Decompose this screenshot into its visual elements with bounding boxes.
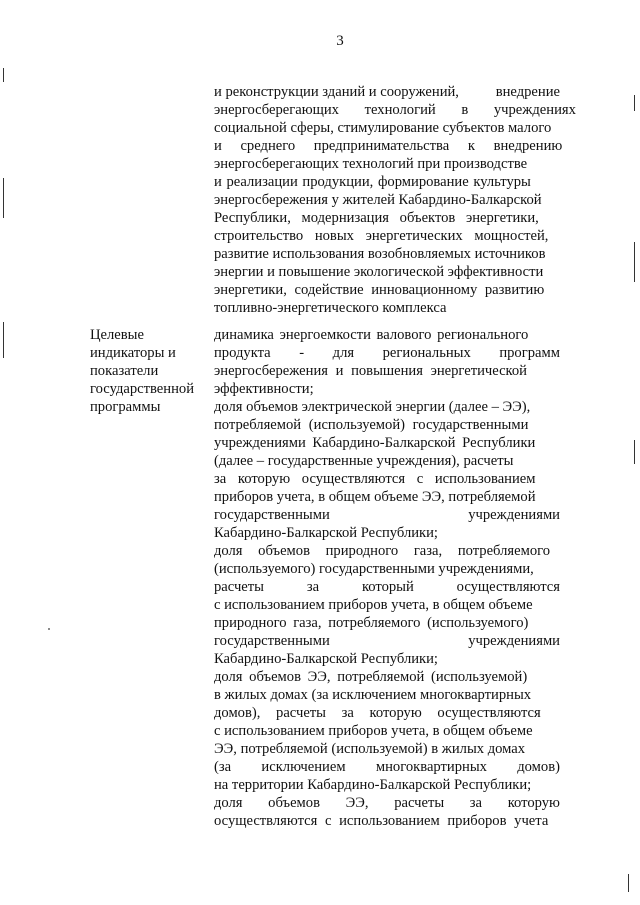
section-body-line: доля объемов электрической энергии (далее – ЭЭ),: [214, 399, 531, 415]
section-label-line: показатели: [90, 363, 159, 379]
section-body-line: эффективности;: [214, 381, 314, 397]
word: расчеты: [394, 795, 445, 811]
section-body-line: доля объемов ЭЭ, потребляемой (используемой): [214, 669, 528, 685]
top-block-line: энергетики, содействие инновационному развитию: [214, 282, 545, 298]
scan-edge-mark: [634, 440, 635, 464]
section-body-line: [214, 758, 560, 776]
section-body-line: приборов учета, в общем объеме ЭЭ, потребляемой: [214, 489, 536, 505]
word: расчеты: [214, 579, 264, 595]
top-block-line: и реализации продукции, формирование культуры: [214, 174, 531, 190]
top-block-line: социальной сферы, стимулирование субъектов малого: [214, 120, 552, 136]
section-body-line: доля объемов природного газа, потребляемого: [214, 543, 551, 559]
section-label-line: государственной: [90, 381, 195, 397]
top-block-line: энергосберегающих технологий при производстве: [214, 156, 528, 172]
section-body-line: [214, 632, 560, 650]
section-body-line: с использованием приборов учета, в общем объеме: [214, 723, 533, 739]
word: (за: [214, 759, 232, 775]
section-body-line: природного газа, потребляемого (используемого): [214, 615, 529, 631]
section-body-line: домов), расчеты за которую осуществляются: [214, 705, 541, 721]
top-block-line: энергосбережения у жителей Кабардино-Балкарской: [214, 192, 542, 208]
section-body-line: [214, 344, 560, 362]
word: за: [306, 579, 320, 595]
word: доля: [214, 795, 243, 811]
section-body-line: [214, 578, 560, 596]
section-label-line: индикаторы и: [90, 345, 176, 361]
section-label-line: Целевые: [90, 327, 144, 343]
word: за: [469, 795, 483, 811]
word: для: [332, 345, 355, 361]
top-block-line: топливно-энергетического комплекса: [214, 300, 447, 316]
scan-speck: [48, 628, 50, 630]
section-body-line: Кабардино-Балкарской Республики;: [214, 525, 438, 541]
top-block-line: [214, 83, 560, 101]
page-number: 3: [336, 33, 344, 49]
word: который: [361, 579, 414, 595]
scan-edge-mark: [634, 242, 635, 282]
section-body-line: за которую осуществляются с использованием: [214, 471, 536, 487]
section-body-line: (далее – государственные учреждения), расчеты: [214, 453, 514, 469]
section-body-line: энергосбережения и повышения энергетической: [214, 363, 527, 379]
section-body-line: на территории Кабардино-Балкарской Республики;: [214, 777, 532, 793]
word: домов): [517, 759, 560, 775]
word: учреждениями: [468, 633, 560, 649]
top-block-line: энергии и повышение экологической эффективности: [214, 264, 544, 280]
section-body-line: динамика энергоемкости валового регионального: [214, 327, 529, 343]
section-body-line: осуществляются с использованием приборов учета: [214, 813, 549, 829]
word: государственными: [214, 633, 330, 649]
word: многоквартирных: [375, 759, 487, 775]
word: государственными: [214, 507, 330, 523]
scan-edge-mark: [628, 874, 629, 892]
word: учреждениями: [468, 507, 560, 523]
top-block-line: развитие использования возобновляемых источников: [214, 246, 546, 262]
top-block-line: Республики, модернизация объектов энергетики,: [214, 210, 539, 226]
word: продукта: [214, 345, 271, 361]
section-body-line: [214, 506, 560, 524]
scan-edge-mark: [3, 178, 4, 218]
scan-edge-mark: [3, 68, 4, 82]
word: ЭЭ,: [345, 795, 369, 811]
word: региональных: [382, 345, 471, 361]
section-body-line: учреждениями Кабардино-Балкарской Республики: [214, 435, 536, 451]
section-label-line: программы: [90, 399, 161, 415]
word: -: [299, 345, 305, 361]
top-block-line: энергосберегающих технологий в учреждениях: [214, 102, 576, 118]
section-body-line: [214, 794, 560, 812]
top-block-line: строительство новых энергетических мощностей,: [214, 228, 549, 244]
word: внедрение: [495, 84, 560, 100]
word: и реконструкции зданий и сооружений,: [214, 84, 459, 100]
section-body-line: Кабардино-Балкарской Республики;: [214, 651, 438, 667]
word: программ: [499, 345, 560, 361]
section-body-line: ЭЭ, потребляемой (используемой) в жилых домах: [214, 741, 526, 757]
word: исключением: [261, 759, 346, 775]
word: которую: [507, 795, 560, 811]
word: объемов: [268, 795, 320, 811]
word: осуществляются: [456, 579, 560, 595]
section-body-line: (используемого) государственными учреждениями,: [214, 561, 534, 577]
section-body-line: в жилых домах (за исключением многоквартирных: [214, 687, 532, 703]
scan-edge-mark: [3, 322, 4, 358]
section-body-line: с использованием приборов учета, в общем объеме: [214, 597, 533, 613]
section-body-line: потребляемой (используемой) государственными: [214, 417, 529, 433]
scan-edge-mark: [634, 95, 635, 111]
top-block-line: и среднего предпринимательства к внедрению: [214, 138, 563, 154]
